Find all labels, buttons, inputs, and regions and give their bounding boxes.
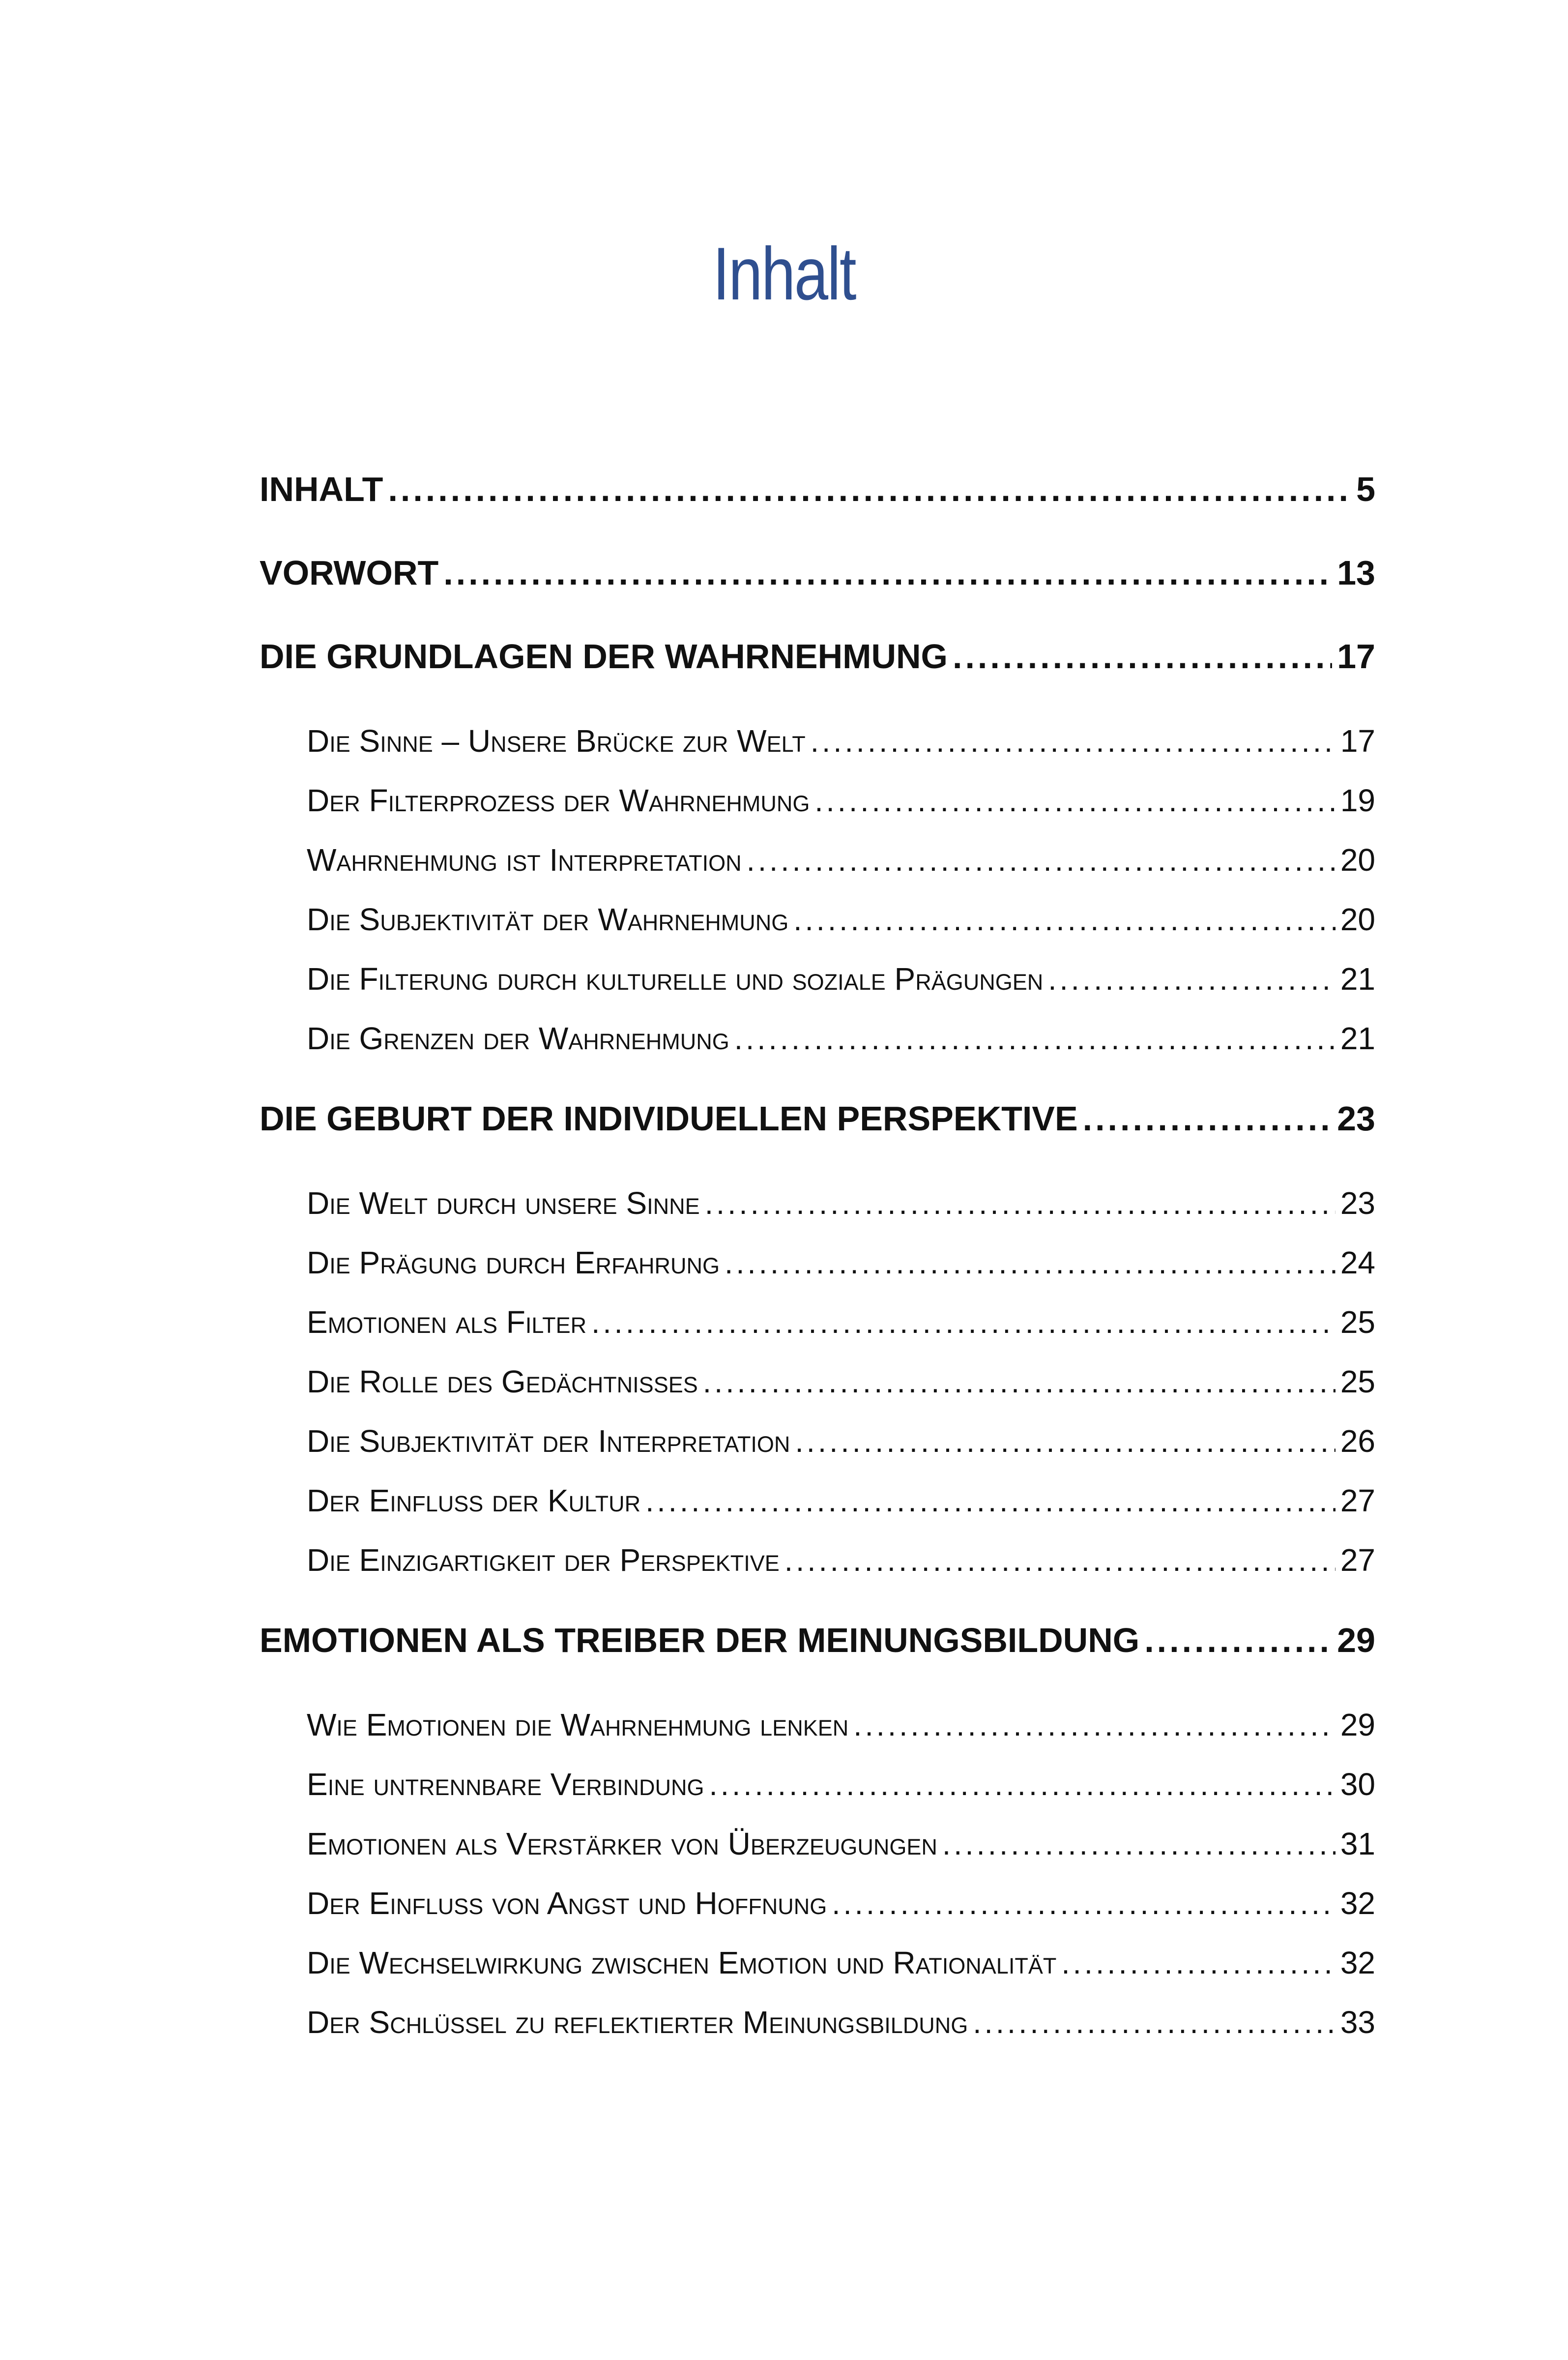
toc-page-number: 5 xyxy=(1356,470,1375,508)
toc-section-label: Die Wechselwirkung zwischen Emotion und Rationalität xyxy=(307,1945,1057,1980)
toc-page-number: 20 xyxy=(1340,902,1375,937)
toc-section[interactable] xyxy=(307,1542,1375,1578)
toc-page-number: 29 xyxy=(1340,1707,1375,1742)
toc-leader-dots xyxy=(705,1186,1336,1221)
toc-page-number: 27 xyxy=(1340,1483,1375,1518)
toc-section-label: Der Schlüssel zu reflektierter Meinungsbildung xyxy=(307,2005,968,2040)
toc-chapter-label: VORWORT xyxy=(260,554,439,592)
toc-section[interactable] xyxy=(307,1363,1375,1400)
toc-leader-dots xyxy=(725,1246,1336,1281)
toc-section-label: Der Einfluss von Angst und Hoffnung xyxy=(307,1886,827,1921)
toc-chapter-geburt[interactable] xyxy=(260,1099,1375,1138)
toc-section[interactable] xyxy=(307,1885,1375,1921)
toc-page-number: 19 xyxy=(1340,783,1375,818)
toc-leader-dots xyxy=(811,724,1336,759)
toc-section[interactable] xyxy=(307,1304,1375,1340)
toc-page-number: 24 xyxy=(1340,1245,1375,1280)
toc-page-number: 23 xyxy=(1340,1185,1375,1221)
table-of-contents xyxy=(260,0,1375,2360)
toc-page-number: 30 xyxy=(1340,1767,1375,1802)
toc-chapter-vorwort[interactable] xyxy=(260,553,1375,592)
toc-section[interactable] xyxy=(307,1707,1375,1743)
toc-section[interactable] xyxy=(307,723,1375,759)
toc-section-label: Die Prägung durch Erfahrung xyxy=(307,1245,720,1280)
toc-page-number: 32 xyxy=(1340,1886,1375,1921)
toc-leader-dots xyxy=(703,1365,1336,1400)
toc-page-number: 13 xyxy=(1337,554,1375,592)
toc-chapter-label: DIE GEBURT DER INDIVIDUELLEN PERSPEKTIVE xyxy=(260,1099,1078,1138)
toc-section[interactable] xyxy=(307,1766,1375,1802)
toc-page-number: 31 xyxy=(1340,1826,1375,1861)
toc-page-number: 26 xyxy=(1340,1423,1375,1459)
toc-page-number: 17 xyxy=(1340,723,1375,759)
toc-section[interactable] xyxy=(307,1185,1375,1221)
toc-chapter-label: INHALT xyxy=(260,470,383,508)
toc-leader-dots xyxy=(443,553,1332,592)
toc-section-label: Eine untrennbare Verbindung xyxy=(307,1767,704,1802)
toc-leader-dots xyxy=(942,1827,1336,1862)
toc-section[interactable] xyxy=(307,961,1375,997)
toc-page-number: 23 xyxy=(1337,1099,1375,1138)
toc-section-label: Emotionen als Verstärker von Überzeugungen xyxy=(307,1826,937,1861)
toc-leader-dots xyxy=(1144,1621,1332,1660)
toc-page-number: 27 xyxy=(1340,1542,1375,1578)
toc-section-label: Wahrnehmung ist Interpretation xyxy=(307,842,742,878)
toc-leader-dots xyxy=(645,1484,1336,1519)
toc-section-label: Die Sinne – Unsere Brücke zur Welt xyxy=(307,723,806,759)
toc-leader-dots xyxy=(793,903,1336,938)
toc-section[interactable] xyxy=(307,782,1375,819)
toc-section-label: Emotionen als Filter xyxy=(307,1304,587,1340)
toc-page-number: 20 xyxy=(1340,842,1375,878)
toc-page-number: 29 xyxy=(1337,1621,1375,1659)
toc-chapter-emotionen[interactable] xyxy=(260,1621,1375,1660)
toc-leader-dots xyxy=(1061,1946,1335,1981)
toc-section-label: Wie Emotionen die Wahrnehmung lenken xyxy=(307,1707,849,1742)
toc-leader-dots xyxy=(709,1768,1336,1802)
toc-leader-dots xyxy=(795,1424,1335,1459)
toc-leader-dots xyxy=(973,2006,1336,2040)
toc-section-label: Die Subjektivität der Interpretation xyxy=(307,1423,790,1459)
toc-section[interactable] xyxy=(307,1826,1375,1862)
toc-page-number: 21 xyxy=(1340,961,1375,997)
toc-section-label: Die Grenzen der Wahrnehmung xyxy=(307,1021,729,1056)
toc-leader-dots xyxy=(853,1708,1336,1743)
toc-leader-dots xyxy=(953,637,1332,676)
toc-chapter-label: EMOTIONEN ALS TREIBER DER MEINUNGSBILDUNG xyxy=(260,1621,1140,1659)
toc-page-number: 33 xyxy=(1340,2005,1375,2040)
toc-section[interactable] xyxy=(307,1482,1375,1519)
toc-section-label: Die Einzigartigkeit der Perspektive xyxy=(307,1542,780,1578)
toc-page-number: 25 xyxy=(1340,1364,1375,1399)
toc-page-number: 17 xyxy=(1337,637,1375,676)
toc-section[interactable] xyxy=(307,842,1375,878)
toc-page-number: 32 xyxy=(1340,1945,1375,1980)
toc-leader-dots xyxy=(747,843,1336,878)
toc-chapter-label: DIE GRUNDLAGEN DER WAHRNEHMUNG xyxy=(260,637,948,676)
toc-section[interactable] xyxy=(307,1244,1375,1281)
toc-section-label: Die Filterung durch kulturelle und soziale Prägungen xyxy=(307,961,1044,997)
toc-section[interactable] xyxy=(307,1423,1375,1459)
toc-section[interactable] xyxy=(307,1020,1375,1057)
toc-leader-dots xyxy=(1083,1099,1332,1138)
toc-section[interactable] xyxy=(307,1945,1375,1981)
toc-section-label: Die Welt durch unsere Sinne xyxy=(307,1185,700,1221)
toc-leader-dots xyxy=(814,784,1335,819)
toc-section-label: Die Subjektivität der Wahrnehmung xyxy=(307,902,789,937)
toc-section-label: Die Rolle des Gedächtnisses xyxy=(307,1364,698,1399)
toc-leader-dots xyxy=(784,1543,1336,1578)
toc-section[interactable] xyxy=(307,901,1375,938)
toc-section-label: Der Filterprozess der Wahrnehmung xyxy=(307,783,810,818)
toc-leader-dots xyxy=(388,470,1351,509)
toc-leader-dots xyxy=(832,1887,1336,1921)
toc-leader-dots xyxy=(734,1022,1336,1057)
toc-section-label: Der Einfluss der Kultur xyxy=(307,1483,641,1518)
toc-chapter-inhalt[interactable] xyxy=(260,470,1375,509)
toc-leader-dots xyxy=(1048,962,1336,997)
toc-page-number: 25 xyxy=(1340,1304,1375,1340)
page-title: Inhalt xyxy=(712,232,856,316)
toc-section[interactable] xyxy=(307,2004,1375,2040)
toc-leader-dots xyxy=(591,1305,1336,1340)
toc-chapter-grundlagen[interactable] xyxy=(260,637,1375,676)
toc-page-number: 21 xyxy=(1340,1021,1375,1056)
